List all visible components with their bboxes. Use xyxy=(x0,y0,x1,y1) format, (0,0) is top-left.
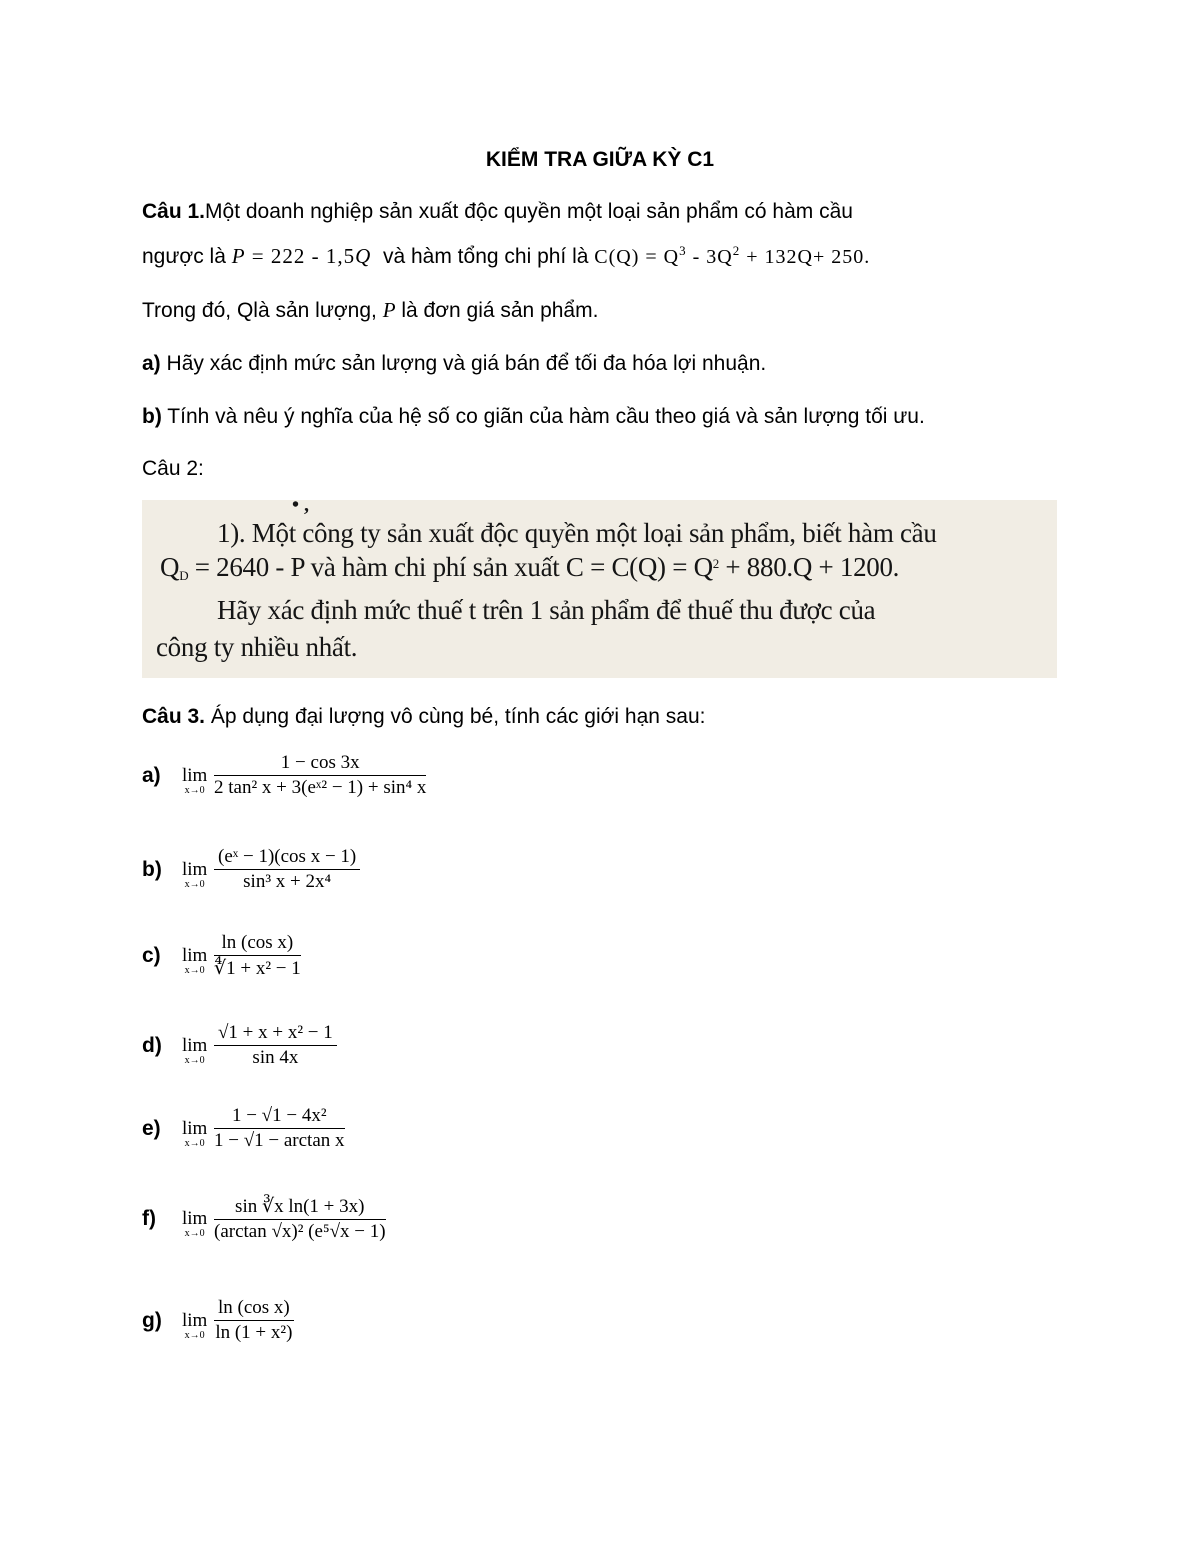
limit-fraction xyxy=(214,932,301,980)
limit-fraction xyxy=(214,752,426,799)
limit-label: a) xyxy=(142,764,161,787)
denominator: sin 4x xyxy=(252,1047,299,1068)
limit-fraction xyxy=(214,1022,337,1069)
denominator: 1 − √1 − arctan x xyxy=(214,1130,345,1151)
lim-subscript: x→0 xyxy=(184,1055,205,1066)
lim-operator xyxy=(182,1209,207,1239)
q1-line2-mid: và hàm tổng chi phí là xyxy=(382,245,589,268)
scan-line-3: Hãy xác định mức thuế t trên 1 sản phẩm để thuế thu được của xyxy=(217,595,876,625)
q1-part-b: b) Tính và nêu ý nghĩa của hệ số co giãn của hàm cầu theo giá và sản lượng tối ưu. xyxy=(142,405,925,428)
lim-text: lim xyxy=(182,1208,208,1229)
numerator: 1 − √1 − 4x² xyxy=(214,1105,345,1129)
lim-operator xyxy=(182,766,207,796)
lim-subscript: x→0 xyxy=(184,785,205,796)
lim-operator xyxy=(182,1311,207,1341)
lim-operator xyxy=(182,1036,207,1066)
denominator: (arctan √x)² (e⁵√x − 1) xyxy=(214,1221,386,1242)
limit-label: c) xyxy=(142,944,161,967)
numerator: (eˣ − 1)(cos x − 1) xyxy=(214,846,360,870)
lim-text: lim xyxy=(182,1118,208,1139)
limit-fraction xyxy=(214,1105,345,1152)
q1-line-1 xyxy=(142,198,853,226)
denominator: ∜1 + x² − 1 xyxy=(214,958,301,979)
lim-subscript: x→0 xyxy=(184,879,205,890)
scan-line-2: $Q_D = 2640 - P$ và hàm chi phí sản xuất $C = C(Q) = Q^2 + 880.Q + 1200$. xyxy=(160,552,900,583)
cost-formula: $C(Q) = Q^3 - 3Q^2 + 132Q+ 250$. xyxy=(594,243,871,268)
limit-label: e) xyxy=(142,1117,161,1140)
scan-line-1: 1). Một công ty sản xuất độc quyền một loại sản phẩm, biết hàm cầu xyxy=(217,518,937,548)
denominator: 2 tan² x + 3(eˣ² − 1) + sin⁴ x xyxy=(214,777,427,798)
q2-label: Câu 2: xyxy=(142,457,204,480)
numerator: sin ∛x ln(1 + 3x) xyxy=(214,1195,386,1220)
lim-text: lim xyxy=(182,1310,208,1331)
q1-label: Câu 1. xyxy=(142,200,206,223)
q1-line1-text: Một doanh nghiệp sản xuất độc quyền một loại sản phẩm có hàm cầu xyxy=(205,200,853,223)
lim-text: lim xyxy=(182,945,208,966)
numerator: 1 − cos 3x xyxy=(214,752,426,776)
lim-operator xyxy=(182,860,207,890)
lim-subscript: x→0 xyxy=(184,1138,205,1149)
limit-fraction xyxy=(214,1297,294,1344)
scan-line-4: công ty nhiều nhất. xyxy=(156,632,358,662)
lim-subscript: x→0 xyxy=(184,965,205,976)
q1-line-3: Trong đó, Qlà sản lượng, P là đơn giá sản phẩm. xyxy=(142,298,599,322)
lim-operator xyxy=(182,946,207,976)
lim-operator xyxy=(182,1119,207,1149)
limit-label: b) xyxy=(142,858,162,881)
demand-equation: P = 222 - 1,5Q xyxy=(231,244,372,268)
q3-heading: Câu 3. Áp dụng đại lượng vô cùng bé, tính các giới hạn sau: xyxy=(142,705,706,728)
q2-scanned-image: • , 1). Một công ty sản xuất độc quyền một loại sản phẩm, biết hàm cầu $Q_D = 2640 - P$ và hàm chi phí sản xuất $C = C(Q) = Q^2 + 880.Q + 1200$. Hãy xác định mức thuế t trên 1 sản phẩm để thuế thu được của công ty nhiều nhất. xyxy=(142,500,1057,678)
limit-label: d) xyxy=(142,1034,162,1057)
q1-part-a: a) Hãy xác định mức sản lượng và giá bán để tối đa hóa lợi nhuận. xyxy=(142,352,767,375)
lim-text: lim xyxy=(182,1035,208,1056)
lim-text: lim xyxy=(182,859,208,880)
q1-line2-prefix: ngược là xyxy=(142,245,226,268)
q1-line-2 xyxy=(142,242,870,271)
numerator: ln (cos x) xyxy=(214,1297,294,1321)
limit-fraction xyxy=(214,1195,386,1243)
page-title: KIỂM TRA GIỮA KỲ C1 xyxy=(485,148,715,171)
denominator: ln (1 + x²) xyxy=(215,1322,293,1343)
lim-text: lim xyxy=(182,765,208,786)
numerator: √1 + x + x² − 1 xyxy=(214,1022,337,1046)
limit-fraction xyxy=(214,846,360,893)
limit-label: g) xyxy=(142,1309,162,1332)
denominator: sin³ x + 2x⁴ xyxy=(243,871,332,892)
numerator: ln (cos x) xyxy=(214,932,301,956)
lim-subscript: x→0 xyxy=(184,1330,205,1341)
limit-label: f) xyxy=(142,1207,156,1230)
lim-subscript: x→0 xyxy=(184,1228,205,1239)
